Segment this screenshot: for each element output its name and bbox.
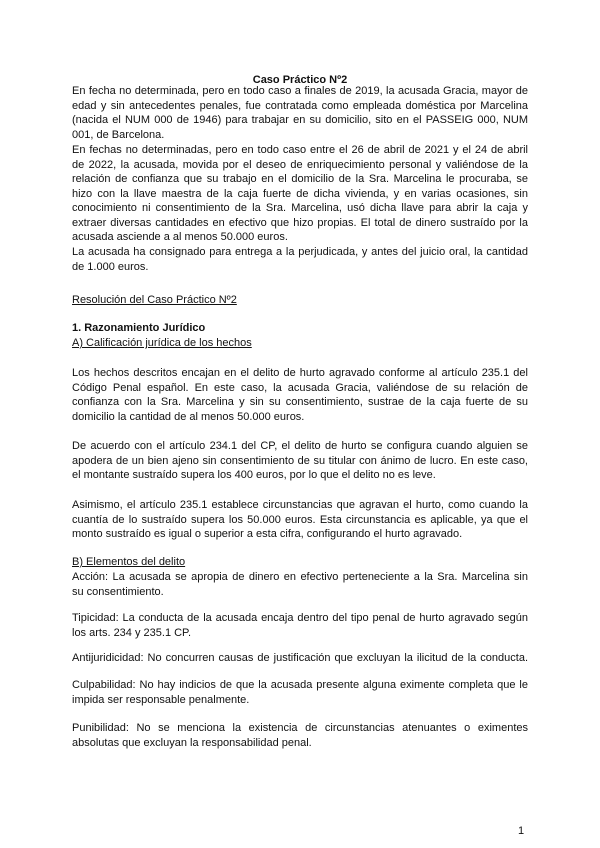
text-line: En fecha no determinada, pero en todo caso a finales de 2019, la acusada Gracia, mayor de bbox=[72, 85, 528, 97]
text-line: 001, de Barcelona. bbox=[72, 128, 165, 141]
text-line: extraer diversas cantidades en efectivo que hizo propias. El total de dinero sustraído por la bbox=[72, 216, 528, 229]
text-line: el montante sustraído supera los 400 euros, por lo que el delito no es leve. bbox=[72, 469, 436, 481]
facts-p3 bbox=[72, 245, 528, 274]
element-tipicidad bbox=[72, 611, 528, 640]
text-line: De acuerdo con el artículo 234.1 del CP, el delito de hurto se configura cuando alguien se bbox=[72, 440, 528, 452]
text-line: su consentimiento. bbox=[72, 585, 164, 598]
facts-p2 bbox=[72, 143, 528, 245]
text-line: cuantía de lo sustraído supera los 50.000 euros. Esta circunstancia es aplicable, ya que el bbox=[72, 513, 528, 526]
text-line: edad y sin antecedentes penales, fue contratada como empleada doméstica por Marcelina bbox=[72, 99, 528, 112]
text-line: 1. Razonamiento Jurídico bbox=[72, 322, 206, 334]
element-culpabilidad bbox=[72, 678, 528, 707]
text-line: Tipicidad: La conducta de la acusada encaja dentro del tipo penal de hurto agravado según bbox=[72, 612, 528, 624]
text-line: (nacida el NUM 000 de 1946) para trabajar en su domicilio, sito en el PASSEIG 000, NUM bbox=[72, 114, 528, 126]
facts-p1 bbox=[72, 84, 528, 142]
text-line: A) Calificación jurídica de los hechos bbox=[72, 337, 252, 349]
subsection-a-heading bbox=[72, 336, 252, 351]
text-line: Punibilidad: No se menciona la existencia de circunstancias atenuantes o eximentes bbox=[72, 722, 528, 734]
text-line: los arts. 234 y 235.1 CP. bbox=[72, 626, 192, 639]
document-title: Caso Práctico Nº2 bbox=[252, 74, 348, 86]
element-punibilidad bbox=[72, 721, 528, 750]
text-line: Resolución del Caso Práctico Nº2 bbox=[72, 294, 237, 306]
text-line: acusada asciende a al menos 50.000 euros. bbox=[72, 231, 288, 243]
qualification-p3 bbox=[72, 498, 528, 542]
text-line: Los hechos descritos encajan en el delito de hurto agravado conforme al artículo 235.1 del bbox=[72, 367, 528, 379]
text-line: La acusada ha consignado para entrega a la perjudicada, y antes del juicio oral, la cantidad bbox=[72, 246, 528, 258]
section-1-heading bbox=[72, 321, 205, 336]
subsection-b-heading bbox=[72, 555, 185, 570]
text-line: confianza con la Sra. Marcelina y sin su consentimiento, sustrae de la caja fuerte de su bbox=[72, 396, 528, 408]
text-line: de 2022, la acusada, movida por el deseo de enriquecimiento personal y valiéndose de la bbox=[72, 158, 528, 171]
text-line: Culpabilidad: No hay indicios de que la acusada presente alguna eximente completa que le bbox=[72, 679, 528, 691]
text-line: B) Elementos del delito bbox=[72, 556, 186, 568]
text-line: Asimismo, el artículo 235.1 establece circunstancias que agravan el hurto, como cuando la bbox=[72, 499, 528, 511]
text-line: apodera de un bien ajeno sin consentimiento de su titular con ánimo de lucro. En este caso, bbox=[72, 454, 528, 467]
text-line: hizo con la llave maestra de la caja fuerte de dicha vivienda, y en varias ocasiones, sin bbox=[72, 187, 528, 200]
qualification-p2 bbox=[72, 439, 528, 483]
text-line: relación de confianza que su trabajo en el domicilio de la Sra. Marcelina le procuraba, se bbox=[72, 173, 528, 185]
text-line: domicilio la cantidad de al menos 50.000 euros. bbox=[72, 410, 305, 423]
text-line: conocimiento ni consentimiento de la Sra. Marcelina, usó dicha llave para abrir la caja y bbox=[72, 202, 528, 214]
text-line: En fechas no determinadas, pero en todo caso entre el 26 de abril de 2021 y el 24 de abril bbox=[72, 144, 528, 156]
text-line: Acción: La acusada se apropia de dinero en efectivo perteneciente a la Sra. Marcelina sin bbox=[72, 571, 528, 583]
text-line: de 1.000 euros. bbox=[72, 260, 149, 273]
text-line: absolutas que excluyan la responsabilidad penal. bbox=[72, 736, 312, 749]
qualification-p1 bbox=[72, 366, 528, 424]
text-line: monto sustraído es igual o superior a esta cifra, configurando el hurto agravado. bbox=[72, 528, 463, 540]
resolution-heading bbox=[72, 293, 237, 308]
text-line: Antijuridicidad: No concurren causas de justificación que excluyan la ilicitud de la conducta. bbox=[72, 652, 528, 664]
page-number: 1 bbox=[518, 825, 525, 837]
text-line: impida ser responsable penalmente. bbox=[72, 693, 250, 706]
element-accion bbox=[72, 570, 528, 599]
element-antijuridicidad bbox=[72, 651, 528, 666]
text-line: Código Penal español. En este caso, la acusada Gracia, valiéndose de su relación de bbox=[72, 381, 528, 394]
